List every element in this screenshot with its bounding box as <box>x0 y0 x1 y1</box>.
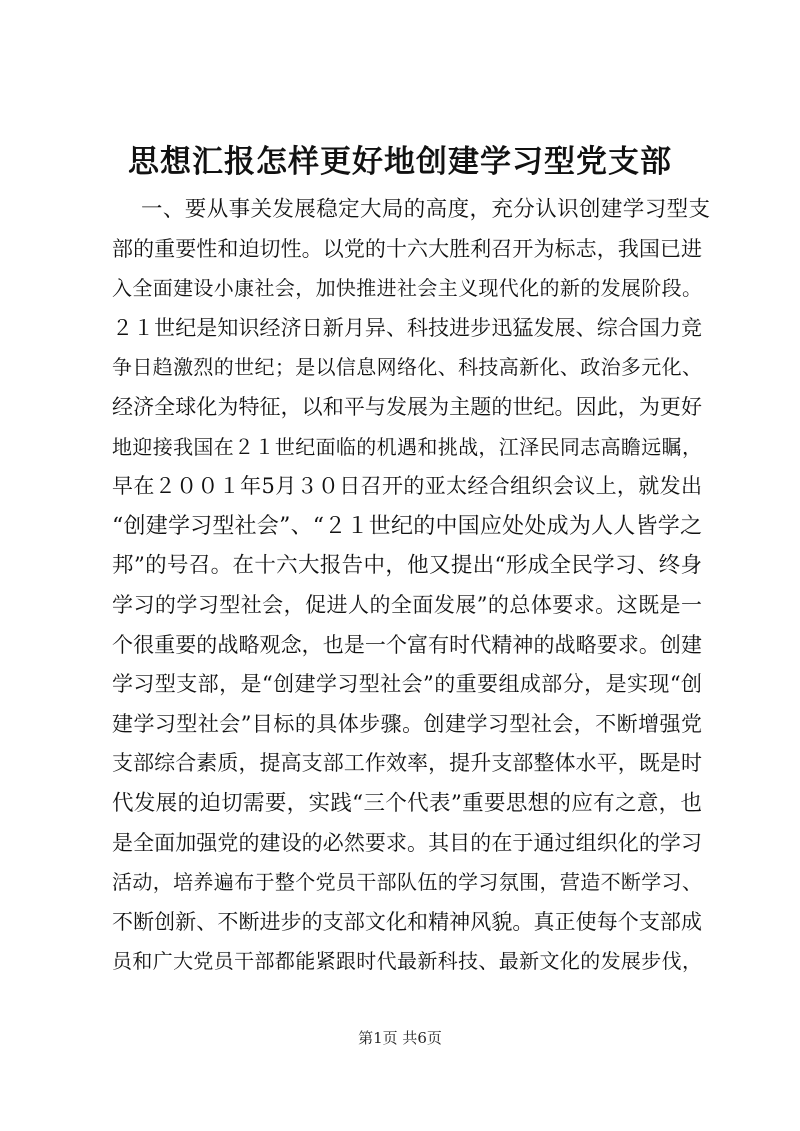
body-line: 支部综合素质，提高支部工作效率，提升支部整体水平，既是时 <box>112 751 702 776</box>
body-line: 活动，培养遍布于整个党员干部队伍的学习氛围，营造不断学习、 <box>112 870 702 895</box>
body-line: 建学习型社会”目标的具体步骤。创建学习型社会，不断增强党 <box>112 711 702 736</box>
body-line: 代发展的迫切需要，实践“三个代表”重要思想的应有之意，也 <box>112 790 702 816</box>
document-title: 思想汇报怎样更好地创建学习型党支部 <box>128 144 672 180</box>
body-line: 学习的学习型社会，促进人的全面发展”的总体要求。这既是一 <box>112 592 702 617</box>
body-line: 部的重要性和迫切性。以党的十六大胜利召开为标志，我国已进 <box>112 236 702 261</box>
body-line: 员和广大党员干部都能紧跟时代最新科技、最新文化的发展步伐， <box>112 949 702 974</box>
body-line: 一、要从事关发展稳定大局的高度，充分认识创建学习型支 <box>141 197 711 222</box>
body-line: 地迎接我国在２１世纪面临的机遇和挑战，江泽民同志高瞻远瞩， <box>112 434 702 459</box>
document-body <box>112 190 711 982</box>
body-line: 争日趋激烈的世纪；是以信息网络化、科技高新化、政治多元化、 <box>112 355 702 380</box>
body-line: 个很重要的战略观念，也是一个富有时代精神的战略要求。创建 <box>112 632 702 657</box>
body-line: 学习型支部，是“创建学习型社会”的重要组成部分，是实现“创 <box>112 672 702 697</box>
body-line: ２１世纪是知识经济日新月异、科技进步迅猛发展、综合国力竞 <box>112 315 702 340</box>
body-line: “创建学习型社会”、“２１世纪的中国应处处成为人人皆学之 <box>112 513 702 539</box>
page-number-footer: 第1页 共6页 <box>358 1029 442 1047</box>
body-line: 邦”的号召。在十六大报告中，他又提出“形成全民学习、终身 <box>112 553 702 579</box>
body-line: 入全面建设小康社会，加快推进社会主义现代化的新的发展阶段。 <box>112 276 702 301</box>
body-line: 不断创新、不断进步的支部文化和精神风貌。真正使每个支部成 <box>112 909 702 934</box>
body-line: 经济全球化为特征，以和平与发展为主题的世纪。因此，为更好 <box>112 394 702 419</box>
body-line: 早在２００１年5月３０日召开的亚太经合组织会议上，就发出 <box>112 474 702 499</box>
body-line: 是全面加强党的建设的必然要求。其目的在于通过组织化的学习 <box>112 830 702 855</box>
